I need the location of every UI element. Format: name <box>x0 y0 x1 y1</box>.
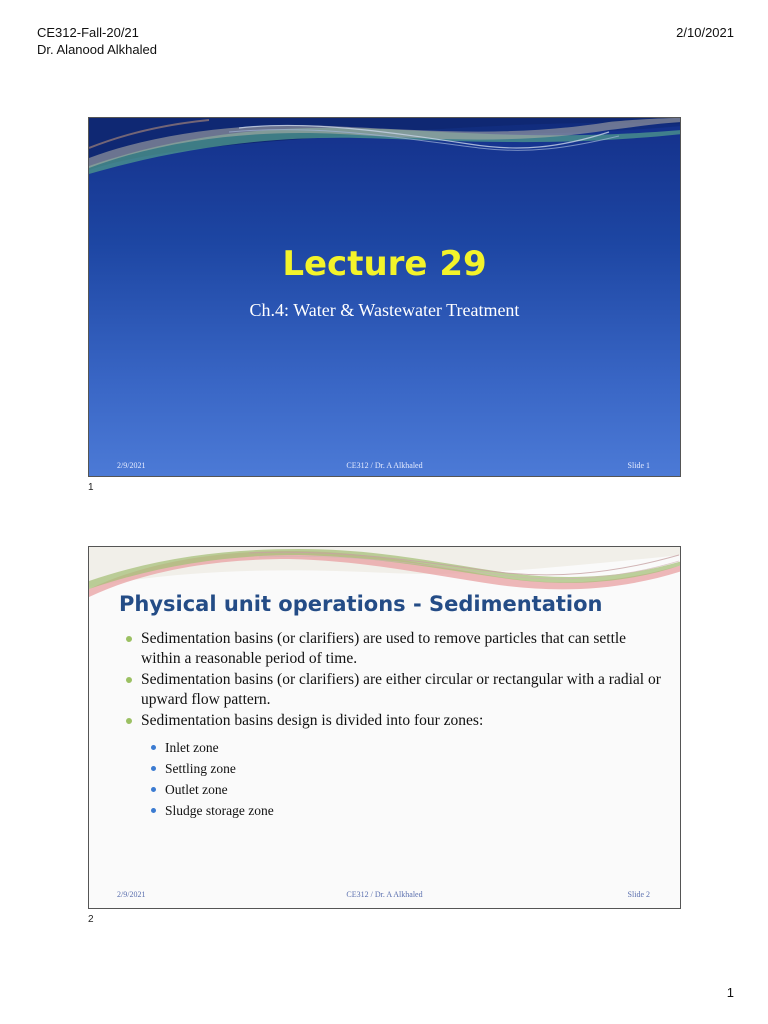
bullet-dot-icon <box>126 677 132 683</box>
bullet-dot-icon <box>126 718 132 724</box>
sub-bullet-item: Inlet zone <box>149 737 274 758</box>
sub-bullet-dot-icon <box>151 745 156 750</box>
author-name: Dr. Alanood Alkhaled <box>37 42 157 57</box>
page-number: 1 <box>726 985 734 1000</box>
sub-bullet-item: Settling zone <box>149 758 274 779</box>
header-date: 2/10/2021 <box>676 25 734 40</box>
slide-1-footer-slide-number: Slide 1 <box>627 461 650 470</box>
slide-1-decorative-swoosh <box>89 118 681 178</box>
sub-bullet-item: Outlet zone <box>149 779 274 800</box>
slide-2-number: 2 <box>88 914 94 925</box>
slide-1 <box>88 117 681 477</box>
sub-bullet-item: Sludge storage zone <box>149 800 274 821</box>
slide-2-footer-slide-number: Slide 2 <box>627 890 650 899</box>
page-header-left <box>37 24 157 58</box>
slide-2-zone-list <box>149 737 274 821</box>
slide-1-number: 1 <box>88 482 94 493</box>
bullet-item: Sedimentation basins design is divided into four zones: <box>125 711 665 731</box>
slide-1-footer-date: 2/9/2021 <box>117 461 146 470</box>
slide-1-footer-center: CE312 / Dr. A Alkhaled <box>346 461 423 470</box>
slide-1-title: Lecture 29 <box>282 244 487 284</box>
course-code: CE312-Fall-20/21 <box>37 25 139 40</box>
slide-2-decorative-swoosh <box>89 547 681 597</box>
slide-2 <box>88 546 681 909</box>
sub-bullet-dot-icon <box>151 808 156 813</box>
sub-bullet-dot-icon <box>151 787 156 792</box>
slide-2-footer-center: CE312 / Dr. A Alkhaled <box>346 890 423 899</box>
slide-2-footer-date: 2/9/2021 <box>117 890 146 899</box>
slide-2-bullet-list <box>125 629 665 732</box>
bullet-item: Sedimentation basins (or clarifiers) are either circular or rectangular with a radial or upward flow pattern. <box>125 670 665 710</box>
slide-2-title: Physical unit operations - Sedimentation <box>119 592 603 616</box>
bullet-item: Sedimentation basins (or clarifiers) are used to remove particles that can settle within a reasonable period of time. <box>125 629 665 669</box>
slide-1-subtitle: Ch.4: Water & Wastewater Treatment <box>249 300 520 320</box>
sub-bullet-dot-icon <box>151 766 156 771</box>
bullet-dot-icon <box>126 636 132 642</box>
